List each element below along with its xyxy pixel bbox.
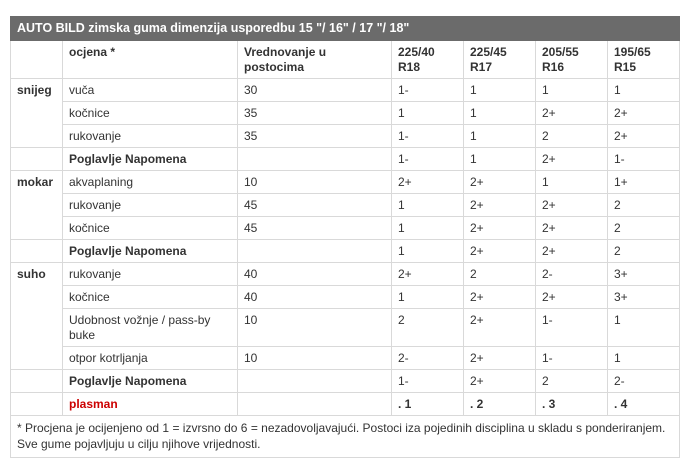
row-value: 2+ (536, 286, 608, 309)
footnote-row (11, 416, 680, 458)
row-value: 1 (464, 125, 536, 148)
table-row (11, 347, 680, 370)
summary-value: 1- (392, 370, 464, 393)
row-value: 1 (392, 286, 464, 309)
header-criterion: ocjena * (63, 41, 238, 79)
row-value: 1 (392, 194, 464, 217)
summary-label: Poglavlje Napomena (63, 240, 238, 263)
row-value: 2+ (464, 171, 536, 194)
row-value: 2+ (464, 194, 536, 217)
row-weight: 45 (238, 217, 392, 240)
ranking-value: . 1 (392, 393, 464, 416)
summary-value: 2+ (536, 148, 608, 171)
row-value: 1 (608, 79, 680, 102)
empty-cell (11, 240, 63, 263)
summary-value: 1 (464, 148, 536, 171)
row-weight: 30 (238, 79, 392, 102)
ranking-row (11, 393, 680, 416)
row-value: 1- (536, 309, 608, 347)
row-value: 2 (608, 217, 680, 240)
summary-row (11, 240, 680, 263)
header-tire-3: 205/55 R16 (536, 41, 608, 79)
row-value: 2 (536, 125, 608, 148)
summary-row (11, 148, 680, 171)
row-value: 1- (392, 125, 464, 148)
row-value: 1 (464, 79, 536, 102)
row-label: otpor kotrljanja (63, 347, 238, 370)
tire-comparison-container (10, 16, 679, 458)
table-row (11, 194, 680, 217)
row-value: 2- (392, 347, 464, 370)
group-label-suho: suho (11, 263, 63, 370)
empty-cell (11, 370, 63, 393)
row-value: 3+ (608, 286, 680, 309)
table-row (11, 125, 680, 148)
row-value: 1 (464, 102, 536, 125)
tire-comparison-table (10, 16, 680, 458)
table-row (11, 102, 680, 125)
empty-cell (11, 148, 63, 171)
summary-label: Poglavlje Napomena (63, 370, 238, 393)
table-row (11, 79, 680, 102)
ranking-value: . 2 (464, 393, 536, 416)
summary-value: 2 (608, 240, 680, 263)
table-row (11, 171, 680, 194)
row-weight: 10 (238, 347, 392, 370)
empty-cell (238, 240, 392, 263)
row-value: 3+ (608, 263, 680, 286)
row-value: 2+ (464, 347, 536, 370)
ranking-value: . 3 (536, 393, 608, 416)
empty-cell (238, 370, 392, 393)
header-tire-1: 225/40 R18 (392, 41, 464, 79)
summary-value: 1- (392, 148, 464, 171)
row-label: rukovanje (63, 263, 238, 286)
row-label: rukovanje (63, 194, 238, 217)
row-value: 2 (608, 194, 680, 217)
row-label: Udobnost vožnje / pass-by buke (63, 309, 238, 347)
row-value: 1 (536, 79, 608, 102)
row-value: 1+ (608, 171, 680, 194)
row-label: kočnice (63, 217, 238, 240)
row-value: 2+ (464, 217, 536, 240)
header-tire-4: 195/65 R15 (608, 41, 680, 79)
empty-cell (11, 393, 63, 416)
row-label: akvaplaning (63, 171, 238, 194)
summary-value: 2+ (536, 240, 608, 263)
row-value: 2+ (608, 125, 680, 148)
row-value: 2+ (464, 286, 536, 309)
row-weight: 10 (238, 171, 392, 194)
row-value: 2- (536, 263, 608, 286)
row-label: vuča (63, 79, 238, 102)
row-weight: 40 (238, 263, 392, 286)
row-value: 1 (392, 217, 464, 240)
table-row (11, 217, 680, 240)
empty-cell (238, 393, 392, 416)
title-row (11, 17, 680, 41)
row-value: 1 (608, 347, 680, 370)
row-value: 1 (608, 309, 680, 347)
row-value: 2+ (464, 309, 536, 347)
row-value: 2+ (536, 217, 608, 240)
summary-value: 2 (536, 370, 608, 393)
row-value: 1 (536, 171, 608, 194)
row-value: 1- (536, 347, 608, 370)
table-row (11, 309, 680, 347)
row-value: 2+ (536, 102, 608, 125)
empty-cell (238, 148, 392, 171)
row-value: 2+ (392, 263, 464, 286)
table-row (11, 286, 680, 309)
row-weight: 35 (238, 125, 392, 148)
ranking-value: . 4 (608, 393, 680, 416)
ranking-label: plasman (63, 393, 238, 416)
header-group (11, 41, 63, 79)
row-value: 2+ (392, 171, 464, 194)
row-value: 2+ (608, 102, 680, 125)
header-tire-2: 225/45 R17 (464, 41, 536, 79)
row-value: 2+ (536, 194, 608, 217)
summary-value: 1 (392, 240, 464, 263)
footnote: * Procjena je ocijenjeno od 1 = izvrsno do 6 = nezadovoljavajući. Postoci iza pojedinih disciplina u skladu s ponderiranjem. Sve gume pojavljuju u cilju njihove vrijednosti. (11, 416, 680, 458)
row-weight: 10 (238, 309, 392, 347)
summary-row (11, 370, 680, 393)
header-row (11, 41, 680, 79)
row-label: kočnice (63, 286, 238, 309)
header-weight: Vrednovanje u postocima (238, 41, 392, 79)
row-label: kočnice (63, 102, 238, 125)
row-value: 2 (464, 263, 536, 286)
row-weight: 45 (238, 194, 392, 217)
summary-value: 2+ (464, 370, 536, 393)
summary-label: Poglavlje Napomena (63, 148, 238, 171)
row-label: rukovanje (63, 125, 238, 148)
group-label-mokar: mokar (11, 171, 63, 240)
table-row (11, 263, 680, 286)
row-weight: 40 (238, 286, 392, 309)
row-weight: 35 (238, 102, 392, 125)
row-value: 2 (392, 309, 464, 347)
summary-value: 2- (608, 370, 680, 393)
summary-value: 2+ (464, 240, 536, 263)
row-value: 1- (392, 79, 464, 102)
summary-value: 1- (608, 148, 680, 171)
group-label-snijeg: snijeg (11, 79, 63, 148)
table-title: AUTO BILD zimska guma dimenzija usporedbu 15 "/ 16" / 17 "/ 18" (11, 17, 680, 41)
row-value: 1 (392, 102, 464, 125)
